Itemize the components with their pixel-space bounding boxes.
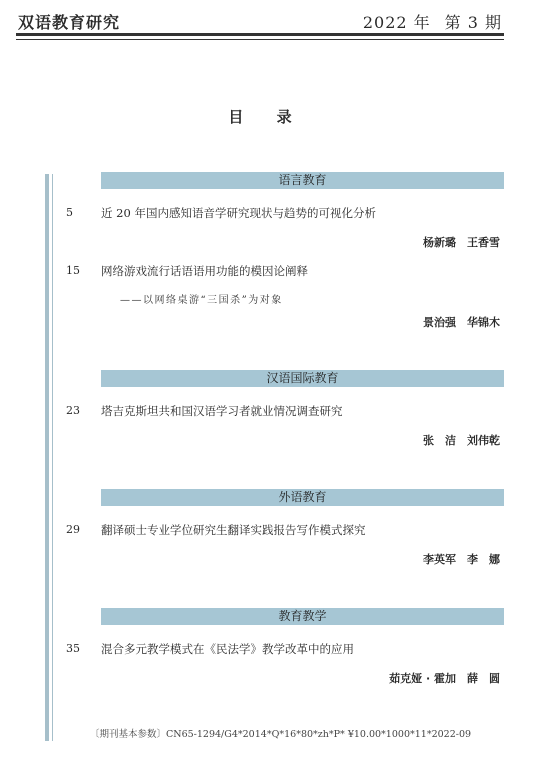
article-title[interactable]: 塔吉克斯坦共和国汉语学习者就业情况调查研究 xyxy=(101,404,343,418)
article-page-number: 23 xyxy=(66,404,80,417)
issue-year: 2022 年 xyxy=(362,13,431,32)
article-page-number: 15 xyxy=(66,264,80,277)
article-authors: 李英军 李 娜 xyxy=(423,553,500,566)
article-authors: 张 洁 刘伟乾 xyxy=(423,434,500,447)
section-heading: 教育教学 xyxy=(101,608,504,625)
header-rule-thick xyxy=(16,33,504,36)
article-subtitle: ——以网络桌游“三国杀”为对象 xyxy=(120,295,283,306)
section-heading: 外语教育 xyxy=(101,489,504,506)
article-authors: 景治强 华锦木 xyxy=(423,316,500,329)
article-title[interactable]: 混合多元教学模式在《民法学》教学改革中的应用 xyxy=(101,642,354,656)
article-title[interactable]: 近 20 年国内感知语音学研究现状与趋势的可视化分析 xyxy=(101,206,376,220)
section-heading: 语言教育 xyxy=(101,172,504,189)
article-authors: 茹克娅 · 霍加 薛 圆 xyxy=(389,672,500,685)
article-title[interactable]: 翻译硕士专业学位研究生翻译实践报告写作模式探究 xyxy=(101,523,366,537)
article-page-number: 35 xyxy=(66,642,80,655)
journal-name: 双语教育研究 xyxy=(18,13,121,32)
issue-number: 第 3 期 xyxy=(444,13,502,32)
side-rule-thin xyxy=(52,174,53,741)
page-header xyxy=(0,0,534,44)
issue-info xyxy=(363,10,502,33)
article-page-number: 29 xyxy=(66,523,80,536)
article-authors: 杨新璐 王香雪 xyxy=(423,236,500,249)
section-heading: 汉语国际教育 xyxy=(101,370,504,387)
article-page-number: 5 xyxy=(66,206,73,219)
journal-parameters: 〔期刊基本参数〕CN65-1294/G4*2014*Q*16*80*zh*P* ¥10.00*1000*11*2022-09 xyxy=(90,729,472,740)
toc-title: 目 录 xyxy=(228,108,306,126)
article-title[interactable]: 网络游戏流行话语语用功能的模因论阐释 xyxy=(101,264,308,278)
header-rule-thin xyxy=(16,39,504,40)
side-rule-thick xyxy=(45,174,49,741)
